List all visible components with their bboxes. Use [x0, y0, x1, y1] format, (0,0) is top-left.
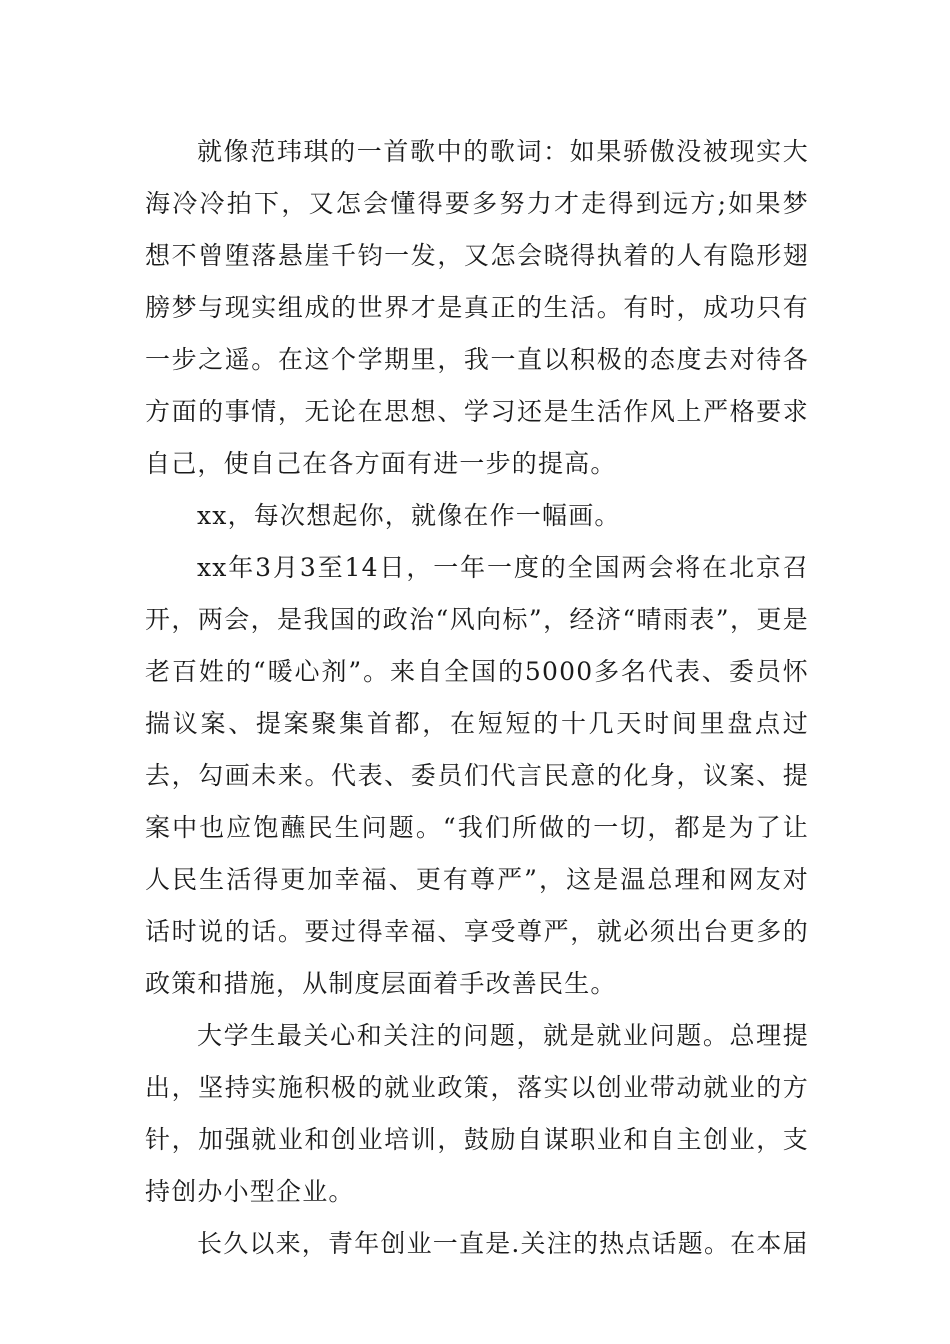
paragraph: 就像范玮琪的一首歌中的歌词：如果骄傲没被现实大海冷冷拍下，又怎会懂得要多努力才走得到远方;如果梦想不曾堕落悬崖千钧一发，又怎会晓得执着的人有隐形翅膀梦与现实组成的世界才是真正的生活。有时，成功只有一步之遥。在这个学期里，我一直以积极的态度去对待各方面的事情，无论在思想、学习还是生活作风上严格要求自己，使自己在各方面有进一步的提高。 [145, 137, 809, 478]
document-body [145, 126, 809, 1270]
paragraph: xx年3月3至14日，一年一度的全国两会将在北京召开，两会，是我国的政治“风向标”，经济“晴雨表”，更是老百姓的“暖心剂”。来自全国的5000多名代表、委员怀揣议案、提案聚集首都，在短短的十几天时间里盘点过去，勾画未来。代表、委员们代言民意的化身，议案、提案中也应饱蘸民生问题。“我们所做的一切，都是为了让人民生活得更加幸福、更有尊严”，这是温总理和网友对话时说的话。要过得幸福、享受尊严，就必须出台更多的政策和措施，从制度层面着手改善民生。 [145, 553, 809, 998]
paragraph: 大学生最关心和关注的问题，就是就业问题。总理提出，坚持实施积极的就业政策，落实以创业带动就业的方针，加强就业和创业培训，鼓励自谋职业和自主创业，支持创办小型企业。 [145, 1021, 809, 1206]
paragraph: 长久以来，青年创业一直是.关注的热点话题。在本届 [197, 1229, 809, 1258]
paragraph: xx，每次想起你，就像在作一幅画。 [197, 501, 621, 530]
